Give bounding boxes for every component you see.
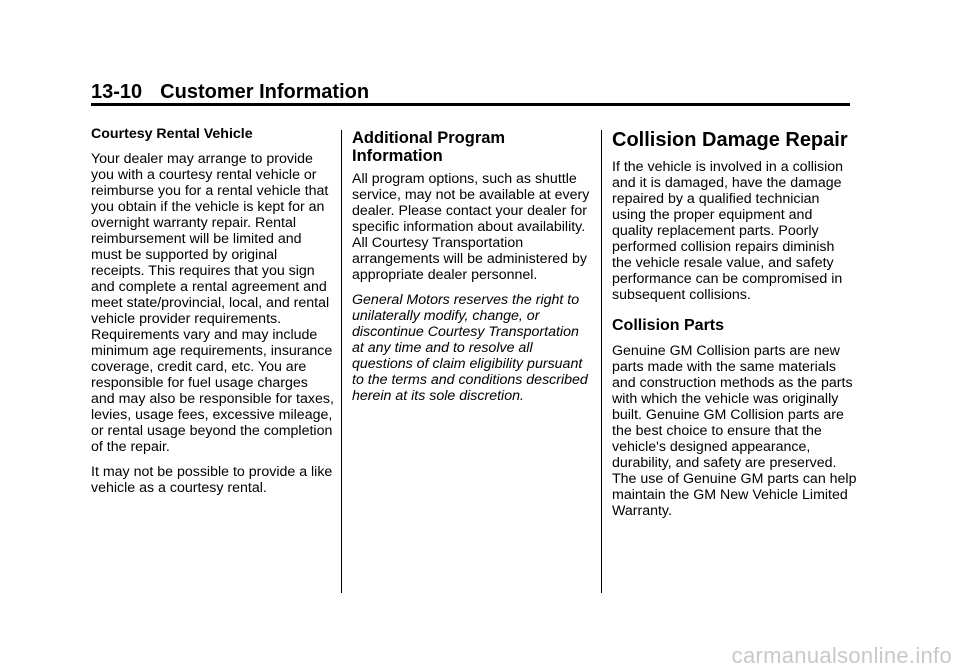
column-courtesy-rental bbox=[91, 126, 334, 505]
section-title: Customer Information bbox=[160, 81, 370, 103]
paragraph-gm-reserves: General Motors reserves the right to unilaterally modify, change, or discontinue Courtesy Transportation at any time and to resolve all questions of claim eligibility pursuant to the terms and conditions described herein at its sole discretion. bbox=[352, 292, 588, 404]
column-divider-2 bbox=[601, 130, 602, 593]
paragraph-courtesy-rental: Your dealer may arrange to provide you with a courtesy rental vehicle or reimburse you for a rental vehicle that you obtain if the vehicle is kept for an overnight warranty repair. Rental reimbursement will be limited and must be supported by original receipts. This requires that you sign and complete a rental agreement and meet state/provincial, local, and rental vehicle provider requirements. Requirements vary and may include minimum age requirements, insurance coverage, credit card, etc. You are responsible for fuel usage charges and may also be responsible for taxes, levies, usage fees, excessive mileage, or rental usage beyond the completion of the repair. bbox=[91, 151, 334, 455]
heading-collision-damage-repair: Collision Damage Repair bbox=[612, 129, 848, 151]
paragraph-like-vehicle: It may not be possible to provide a like vehicle as a courtesy rental. bbox=[91, 464, 333, 496]
heading-courtesy-rental: Courtesy Rental Vehicle bbox=[91, 126, 253, 142]
header-rule bbox=[91, 103, 850, 106]
paragraph-collision-repair: If the vehicle is involved in a collision and it is damaged, have the damage repaired by a qualified technician using the proper equipment and quality replacement parts. Poorly performed collision repairs diminish the vehicle resale value, and safety performance can be compromised in subsequent collisions. bbox=[612, 159, 844, 303]
column-collision-repair bbox=[612, 126, 857, 528]
page-header bbox=[91, 80, 369, 104]
paragraph-program-options: All program options, such as shuttle service, may not be available at every dealer. Please contact your dealer for specific information about availability. All Courtesy Transportation arrangements will be administered by appropriate dealer personnel. bbox=[352, 171, 590, 283]
heading-collision-parts: Collision Parts bbox=[612, 317, 725, 334]
page-number: 13-10 bbox=[91, 81, 143, 103]
column-additional-program bbox=[352, 126, 592, 413]
site-watermark: carmanualsonline.info bbox=[731, 643, 952, 668]
column-divider-1 bbox=[341, 130, 342, 593]
paragraph-collision-parts: Genuine GM Collision parts are new parts made with the same materials and construction methods as the parts with which the vehicle was originally built. Genuine GM Collision parts are the best choice to ensure that the vehicle's designed appearance, durability, and safety are preserved. The use of Genuine GM parts can help maintain the GM New Vehicle Limited Warranty. bbox=[612, 343, 857, 519]
heading-additional-program: Additional Program Information bbox=[352, 129, 506, 165]
